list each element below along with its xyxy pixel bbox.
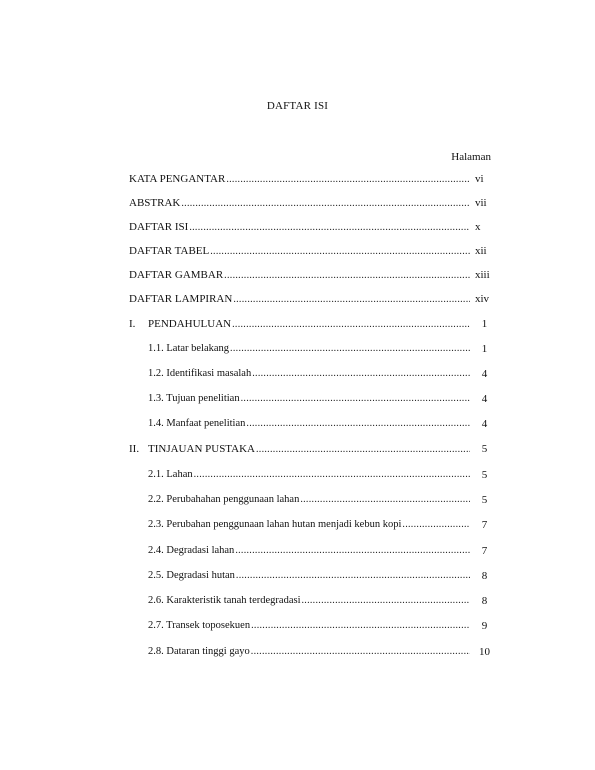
toc-entry [148, 494, 470, 508]
dot-leader [194, 469, 470, 483]
toc-entry [129, 443, 470, 457]
dot-leader [256, 444, 470, 458]
toc-entry-page: 1 [481, 343, 488, 355]
dot-leader [252, 368, 470, 382]
toc-entry [148, 595, 470, 609]
toc-entry-title: ABSTRAK [129, 197, 181, 209]
toc-entry [148, 570, 470, 584]
dot-leader [181, 198, 470, 212]
dot-leader [233, 294, 470, 308]
dot-leader [241, 393, 470, 407]
page-title: DAFTAR ISI [266, 100, 329, 112]
toc-entry-number: II. [129, 443, 140, 455]
toc-entry-title: DAFTAR TABEL [129, 245, 210, 257]
toc-entry-title: KATA PENGANTAR [129, 173, 226, 185]
toc-entry-title: 2.4. Degradasi lahan [148, 545, 235, 556]
dot-leader [251, 620, 470, 634]
toc-entry [148, 620, 470, 634]
toc-entry-page: x [475, 221, 481, 233]
dot-leader [224, 270, 470, 284]
toc-entry-page: 5 [481, 494, 488, 506]
dot-leader [301, 595, 470, 609]
toc-entry [148, 368, 470, 382]
toc-entry-page: 5 [481, 443, 488, 455]
toc-entry [148, 469, 470, 483]
page-column-label: Halaman [451, 151, 491, 163]
toc-entry-page: 4 [481, 368, 488, 380]
toc-entry-title: 2.3. Perubahan penggunaan lahan hutan menjadi kebun kopi [148, 519, 402, 530]
toc-entry [129, 173, 470, 187]
toc-entry-title: DAFTAR LAMPIRAN [129, 293, 233, 305]
dot-leader [246, 418, 470, 432]
toc-entry [129, 318, 470, 332]
toc-entry-title: 1.1. Latar belakang [148, 343, 230, 354]
toc-entry [129, 269, 470, 283]
dot-leader [189, 222, 470, 236]
toc-entry-title: 2.2. Perubahahan penggunaan lahan [148, 494, 300, 505]
toc-entry-title: 2.1. Lahan [148, 469, 193, 480]
toc-entry-number: I. [129, 318, 136, 330]
toc-entry [148, 545, 470, 559]
dot-leader [230, 343, 470, 357]
toc-entry-page: 7 [481, 545, 488, 557]
toc-entry-page: 1 [481, 318, 488, 330]
dot-leader [236, 570, 470, 584]
toc-entry-title: PENDAHULUAN [148, 318, 232, 330]
toc-entry-title: 2.7. Transek toposekuen [148, 620, 251, 631]
toc-entry [148, 418, 470, 432]
toc-entry [148, 343, 470, 357]
toc-entry-title: DAFTAR ISI [129, 221, 189, 233]
toc-entry-page: 10 [479, 646, 490, 658]
dot-leader [226, 174, 470, 188]
toc-entry-page: vii [475, 197, 487, 209]
dot-leader [402, 519, 470, 533]
dot-leader [232, 319, 470, 333]
toc-entry-page: xii [475, 245, 487, 257]
toc-entry-title: TINJAUAN PUSTAKA [148, 443, 255, 455]
toc-entry [148, 646, 470, 660]
toc-entry-page: 9 [481, 620, 488, 632]
toc-entry-page: 7 [481, 519, 488, 531]
dot-leader [210, 246, 470, 260]
toc-entry [148, 519, 470, 533]
toc-entry-page: 4 [481, 418, 488, 430]
toc-entry-page: 4 [481, 393, 488, 405]
toc-entry-title: 1.4. Manfaat penelitian [148, 418, 246, 429]
toc-entry-title: 1.2. Identifikasi masalah [148, 368, 252, 379]
toc-entry-page: 8 [481, 595, 488, 607]
toc-entry [129, 197, 470, 211]
toc-entry-page: vi [475, 173, 484, 185]
toc-entry [129, 245, 470, 259]
toc-entry-title: 2.6. Karakteristik tanah terdegradasi [148, 595, 301, 606]
dot-leader [235, 545, 470, 559]
toc-entry-page: 5 [481, 469, 488, 481]
dot-leader [300, 494, 470, 508]
toc-entry-title: DAFTAR GAMBAR [129, 269, 224, 281]
toc-entry [148, 393, 470, 407]
toc-entry-page: xiii [475, 269, 490, 281]
dot-leader [251, 646, 470, 660]
toc-entry-page: xiv [475, 293, 490, 305]
toc-entry-page: 8 [481, 570, 488, 582]
toc-entry-title: 1.3. Tujuan penelitian [148, 393, 240, 404]
toc-entry-title: 2.8. Dataran tinggi gayo [148, 646, 250, 657]
toc-entry [129, 221, 470, 235]
toc-entry [129, 293, 470, 307]
toc-entry-title: 2.5. Degradasi hutan [148, 570, 235, 581]
